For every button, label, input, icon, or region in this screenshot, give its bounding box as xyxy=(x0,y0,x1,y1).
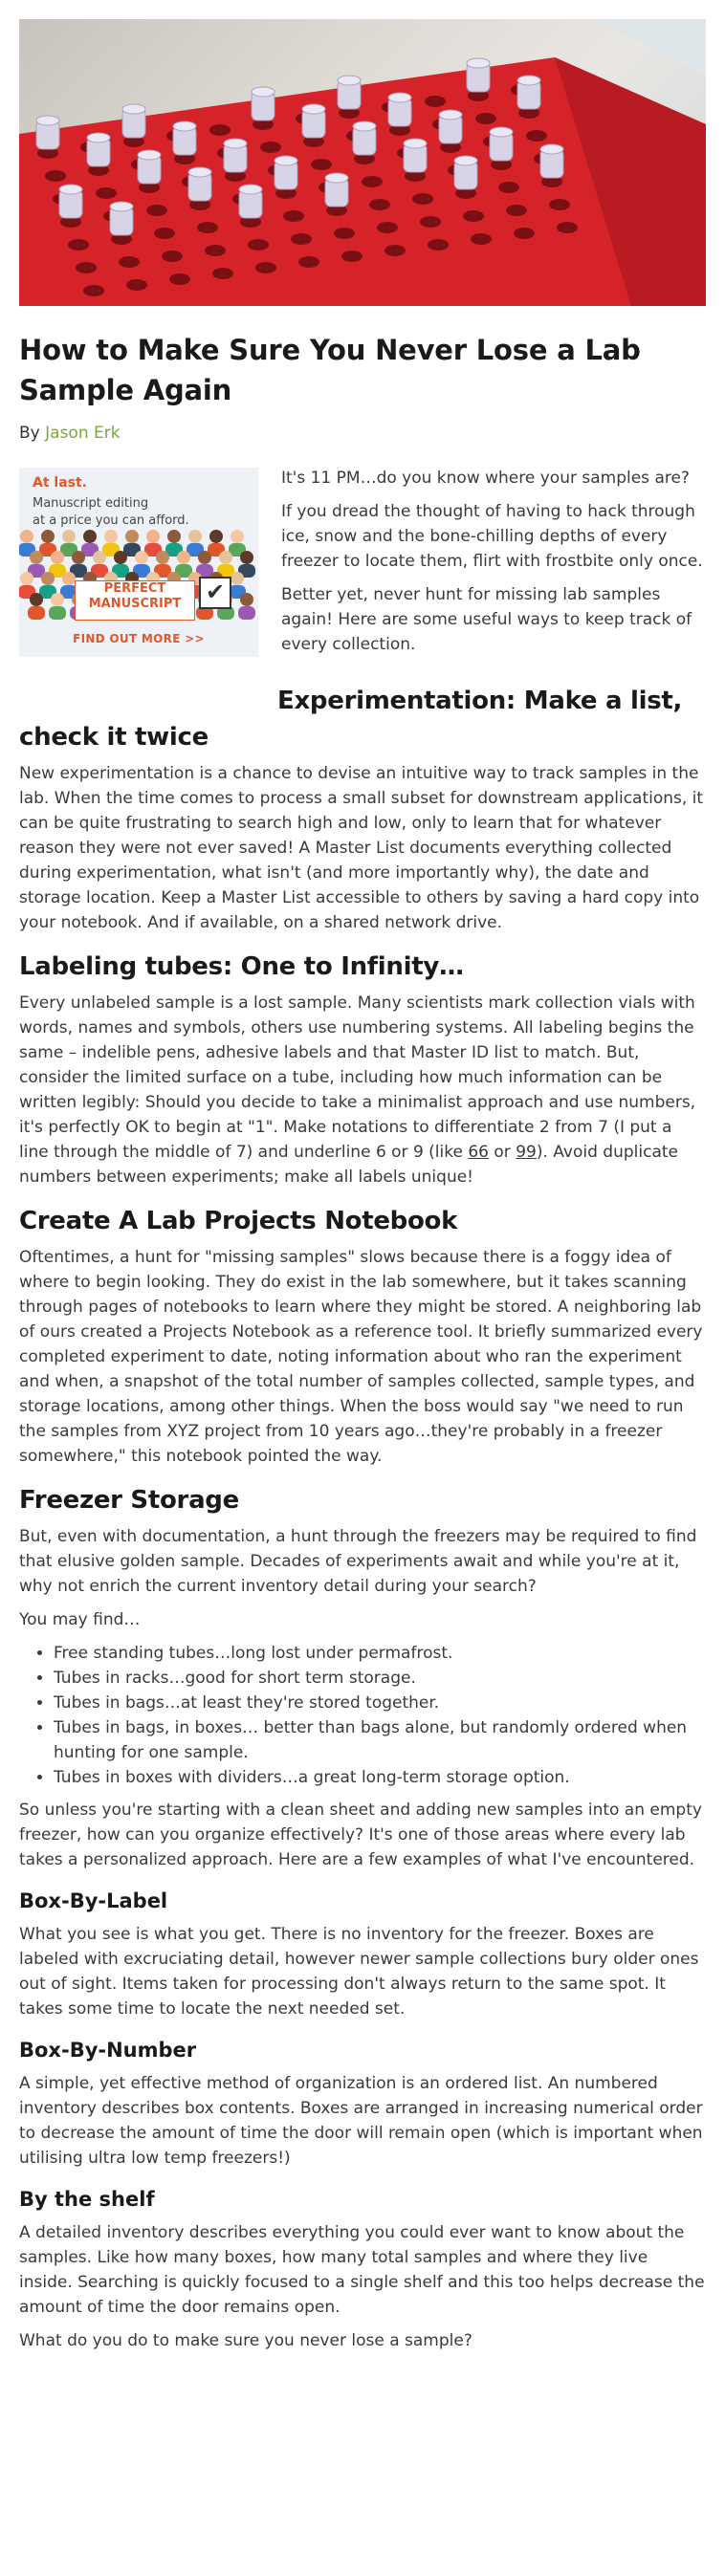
tube-top xyxy=(467,58,490,68)
person-head xyxy=(20,530,33,543)
person-head xyxy=(51,593,64,606)
paper-sheet xyxy=(593,19,706,76)
ad-find-out-more-link[interactable]: FIND OUT MORE >> xyxy=(73,632,205,645)
tube-top xyxy=(540,144,563,154)
closing-question: What do you do to make sure you never lose a sample? xyxy=(19,2331,472,2350)
list-item: • Free standing tubes…long lost under permafrost. xyxy=(54,1641,706,1666)
notebook-paragraph: Oftentimes, a hunt for "missing samples" slows because there is a foggy idea of where to begin looking. They do exist in the lab somewhere, but it takes scanning through pages of notebooks to learn where they might be stored. A neighboring lab of ours created a Projects Notebook as a reference tool. It briefly summarized every completed experiment to date, noting information about who ran the experiment and when, a snapshot of the total number of samples collected, sample types, and storage locations, among other things. When the boss would say "we need to run the samples from XYZ project from 10 years ago…they're probably in a freezer somewhere," this notebook pointed the way. xyxy=(19,1248,703,1466)
tube-top xyxy=(404,139,427,148)
tube-top xyxy=(302,104,325,114)
person-head xyxy=(104,530,118,543)
tube-top xyxy=(353,121,376,131)
ad-badge-line-1: PERFECT xyxy=(103,581,166,596)
rack-hole xyxy=(369,199,390,210)
person-body xyxy=(28,606,45,620)
ad-badge-line-2: MANUSCRIPT xyxy=(88,597,182,611)
rack-hole xyxy=(428,239,449,251)
box-by-number-paragraph: A simple, yet effective method of organization is an ordered list. An numbered inventory describes box contents. Boxes are arranged in increasing numerical order to decrease the amount of time the door will remain open (which is important when utilising ultra low temp freezers!) xyxy=(19,2074,703,2168)
person-head xyxy=(114,551,127,564)
rack-hole xyxy=(45,170,66,182)
rack-hole xyxy=(463,210,484,222)
rack-hole xyxy=(471,233,492,245)
rack-hole xyxy=(549,199,570,210)
tube-top xyxy=(138,150,161,160)
rack-hole xyxy=(498,182,519,193)
intro-paragraph-1: It's 11 PM…do you know where your samples are? xyxy=(281,469,690,488)
rack-hole xyxy=(209,124,231,136)
heading-labeling: Labeling tubes: One to Infinity… xyxy=(19,952,464,981)
freezer-paragraph-2: You may find… xyxy=(19,1610,141,1629)
rack-hole xyxy=(475,113,496,124)
rack-hole xyxy=(76,262,97,273)
person-head xyxy=(41,530,55,543)
sample-rack-illustration xyxy=(19,19,706,306)
person-body xyxy=(238,606,255,620)
heading-experimentation: Experimentation: Make a list, check it twice xyxy=(19,687,683,752)
list-item: • Tubes in boxes with dividers…a great long-term storage option. xyxy=(54,1765,706,1790)
person-head xyxy=(231,530,244,543)
heading-by-the-shelf: By the shelf xyxy=(19,2188,155,2211)
person-head xyxy=(240,593,253,606)
tube-top xyxy=(224,139,247,148)
person-head xyxy=(198,551,211,564)
freezer-paragraph-1: But, even with documentation, a hunt through the freezers may be required to find that elusive golden sample. Decades of experiments await and while you're at it, why not enrich the current inventory detail during your search? xyxy=(19,1527,697,1596)
underlined-66: 66 xyxy=(468,1143,489,1162)
ad-tagline: At last. xyxy=(33,475,87,491)
person-head xyxy=(83,530,97,543)
tube-top xyxy=(517,76,540,85)
ad-line-2: at a price you can afford. xyxy=(33,513,189,528)
person-head xyxy=(62,530,76,543)
rack-hole xyxy=(334,228,355,239)
freezer-findings-list xyxy=(19,1641,706,1790)
rack-hole xyxy=(420,216,441,228)
rack-hole xyxy=(291,233,312,245)
byline xyxy=(19,424,706,443)
author-link[interactable]: Jason Erk xyxy=(45,424,121,443)
person-head xyxy=(156,551,169,564)
person-head xyxy=(72,551,85,564)
tube-top xyxy=(325,173,348,183)
rack-hole xyxy=(197,222,218,233)
person-head xyxy=(231,572,244,585)
person-head xyxy=(30,551,43,564)
rack-hole xyxy=(169,273,190,285)
tube-top xyxy=(388,93,411,102)
labeling-text-2: ). Avoid duplicate numbers between experiments; make all labels unique! xyxy=(19,1143,678,1187)
rack-hole xyxy=(514,228,535,239)
rack-hole xyxy=(248,239,269,251)
rack-hole xyxy=(557,222,578,233)
person-head xyxy=(62,572,76,585)
person-head xyxy=(219,551,232,564)
rack-hole xyxy=(506,205,527,216)
person-head xyxy=(93,551,106,564)
manuscript-editing-ad[interactable] xyxy=(19,468,258,657)
rack-hole xyxy=(283,210,304,222)
tube-top xyxy=(239,185,262,194)
rack-hole xyxy=(526,130,547,142)
rack-hole xyxy=(162,251,183,262)
tube-top xyxy=(490,127,513,137)
person-head xyxy=(20,572,33,585)
person-head xyxy=(209,530,223,543)
rack-hole xyxy=(260,142,281,153)
tube-top xyxy=(87,133,110,142)
rack-hole xyxy=(68,239,89,251)
tube-top xyxy=(122,104,145,114)
person-head xyxy=(125,530,139,543)
heading-box-by-label: Box-By-Label xyxy=(19,1889,168,1912)
labeling-text-or: or xyxy=(489,1143,516,1162)
person-head xyxy=(167,530,181,543)
byline-prefix: By xyxy=(19,424,46,443)
labeling-text-1: Every unlabeled sample is a lost sample. Many scientists mark collection vials with words, names and symbols, others use numbering systems. All labeling begins the same – indelible pens, adhesive labels and that Master ID list to match. But, consider the limited surface on a tube, including how much information can be written legibly: Should you decide to take a minimalist approach and use numbers, it's perfectly OK to begin at "1". Make notations to differentiate 2 from 7 (I put a line through the middle of 7) and underline 6 or 9 (like xyxy=(19,993,696,1162)
ad-badge xyxy=(75,580,195,621)
article xyxy=(0,19,725,2353)
tube-top xyxy=(36,116,59,125)
person-head xyxy=(188,530,202,543)
article-title: How to Make Sure You Never Lose a Lab Sample Again xyxy=(19,334,641,406)
rack-hole xyxy=(377,222,398,233)
person-head xyxy=(135,551,148,564)
tube-top xyxy=(252,87,275,97)
person-head xyxy=(30,593,43,606)
heading-freezer-storage: Freezer Storage xyxy=(19,1486,239,1515)
tube-top xyxy=(173,121,196,131)
by-the-shelf-paragraph: A detailed inventory describes everything you could ever want to know about the samples. Like how many boxes, how many total samples and where they live inside. Searching is quickly focused to a single shelf and this too helps decrease the amount of time the door remains open. xyxy=(19,2223,705,2317)
rack-hole xyxy=(119,256,140,268)
rack-hole xyxy=(311,159,332,170)
ad-line-1: Manuscript editing xyxy=(33,496,149,511)
box-by-label-paragraph: What you see is what you get. There is no inventory for the freezer. Boxes are labeled with excruciating detail, however newer sample collections bury older ones out of sight. Items taken for processing don't always return to the same spot. It takes some time to locate the next needed set. xyxy=(19,1925,699,2019)
freezer-paragraph-3: So unless you're starting with a clean sheet and adding new samples into an empty freezer, how can you organize effectively? It's one of those areas where every lab takes a personalized approach. Here are a few examples of what I've encountered. xyxy=(19,1801,702,1869)
underlined-99: 99 xyxy=(516,1143,537,1162)
heading-notebook: Create A Lab Projects Notebook xyxy=(19,1207,458,1235)
tube-top xyxy=(454,156,477,165)
experimentation-paragraph: New experimentation is a chance to devise an intuitive way to track samples in the lab. When the time comes to process a small subset for downstream applications, it can be quite frustrating to search high and low, only to learn that for whatever reason they were not ever saved! A Master List documents everything collected during experimentation, what isn't (and more importantly why), the date and storage location. Keep a Master List accessible to others by saving a hard copy into your notebook. And if available, on a shared network drive. xyxy=(19,764,704,932)
list-item: • Tubes in bags…at least they're stored together. xyxy=(54,1691,706,1715)
person-head xyxy=(41,572,55,585)
intro-paragraph-2: If you dread the thought of having to hack through ice, snow and the bone-chilling depths of every freezer to locate them, flirt with frostbite only once. xyxy=(281,502,703,571)
hero-image-sample-rack xyxy=(19,19,706,306)
intro-section xyxy=(19,466,706,657)
rack-hole xyxy=(96,187,117,199)
checkbox-icon: ✔ xyxy=(199,577,231,609)
labeling-paragraph xyxy=(19,991,706,1190)
tube-top xyxy=(275,156,297,165)
intro-paragraph-3: Better yet, never hunt for missing lab samples again! Here are some useful ways to keep track of every collection. xyxy=(281,585,692,654)
rack-hole xyxy=(425,96,446,107)
rack-hole xyxy=(146,205,167,216)
tube-top xyxy=(338,76,361,85)
list-item: • Tubes in bags, in boxes… better than bags alone, but randomly ordered when hunting for one sample. xyxy=(54,1715,706,1765)
list-item: • Tubes in racks…good for short term storage. xyxy=(54,1666,706,1691)
person-head xyxy=(240,551,253,564)
tube-top xyxy=(59,185,82,194)
tube-top xyxy=(439,110,462,120)
rack-hole xyxy=(205,245,226,256)
rack-hole xyxy=(341,251,362,262)
tube-top xyxy=(110,202,133,211)
rack-hole xyxy=(298,256,319,268)
tube-top xyxy=(188,167,211,177)
person-head xyxy=(146,530,160,543)
rack-hole xyxy=(212,268,233,279)
rack-hole xyxy=(255,262,276,273)
person-body xyxy=(49,606,66,620)
rack-hole xyxy=(384,245,406,256)
rack-hole xyxy=(412,193,433,205)
person-head xyxy=(177,551,190,564)
person-head xyxy=(51,551,64,564)
rack-hole xyxy=(83,285,104,296)
heading-box-by-number: Box-By-Number xyxy=(19,2039,197,2062)
rack-hole xyxy=(126,279,147,291)
rack-hole xyxy=(154,228,175,239)
rack-hole xyxy=(362,176,383,187)
